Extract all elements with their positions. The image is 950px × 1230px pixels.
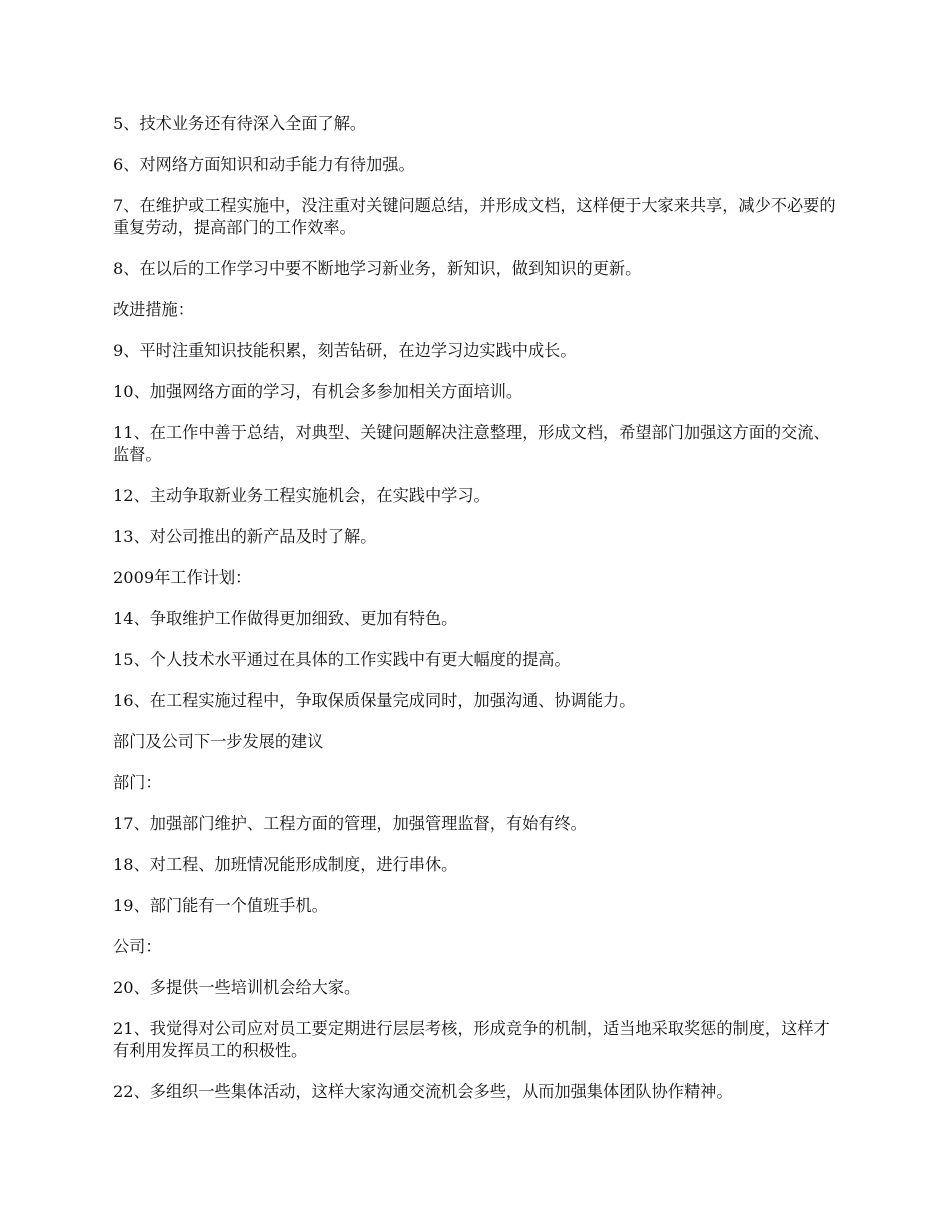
section-heading-work-plan: 2009年工作计划： xyxy=(113,568,252,587)
subheading-company: 公司： xyxy=(113,937,162,956)
paragraph-item-11: 11、在工作中善于总结，对典型、关键问题解决注意整理，形成文档，希望部门加强这方面的交流、监督。 xyxy=(113,423,830,464)
paragraph-item-12: 12、主动争取新业务工程实施机会，在实践中学习。 xyxy=(113,486,490,505)
paragraph-item-19: 19、部门能有一个值班手机。 xyxy=(113,896,328,915)
paragraph-item-6: 6、对网络方面知识和动手能力有待加强。 xyxy=(113,155,415,174)
subheading-department: 部门： xyxy=(113,773,162,792)
paragraph-item-22: 22、多组织一些集体活动，这样大家沟通交流机会多些，从而加强集体团队协作精神。 xyxy=(113,1082,733,1101)
section-heading-improvement: 改进措施： xyxy=(113,300,194,319)
paragraph-item-8: 8、在以后的工作学习中要不断地学习新业务，新知识，做到知识的更新。 xyxy=(113,259,642,278)
paragraph-item-21: 21、我觉得对公司应对员工要定期进行层层考核，形成竞争的机制，适当地采取奖惩的制度，这样才有利用发挥员工的积极性。 xyxy=(113,1019,830,1060)
paragraph-item-18: 18、对工程、加班情况能形成制度，进行串休。 xyxy=(113,855,458,874)
paragraph-item-16: 16、在工程实施过程中，争取保质保量完成同时，加强沟通、协调能力。 xyxy=(113,691,636,710)
section-heading-suggestions: 部门及公司下一步发展的建议 xyxy=(113,732,324,751)
paragraph-item-7: 7、在维护或工程实施中，没注重对关键问题总结，并形成文档，这样便于大家来共享，减少不必要的重复劳动，提高部门的工作效率。 xyxy=(113,196,836,237)
paragraph-item-17: 17、加强部门维护、工程方面的管理，加强管理监督，有始有终。 xyxy=(113,814,587,833)
paragraph-item-15: 15、个人技术水平通过在具体的工作实践中有更大幅度的提高。 xyxy=(113,650,571,669)
paragraph-item-13: 13、对公司推出的新产品及时了解。 xyxy=(113,527,377,546)
paragraph-item-20: 20、多提供一些培训机会给大家。 xyxy=(113,978,361,997)
paragraph-item-9: 9、平时注重知识技能积累，刻苦钻研，在边学习边实践中成长。 xyxy=(113,341,577,360)
paragraph-item-14: 14、争取维护工作做得更加细致、更加有特色。 xyxy=(113,609,458,628)
paragraph-item-10: 10、加强网络方面的学习，有机会多参加相关方面培训。 xyxy=(113,382,523,401)
paragraph-item-5: 5、技术业务还有待深入全面了解。 xyxy=(113,114,367,133)
